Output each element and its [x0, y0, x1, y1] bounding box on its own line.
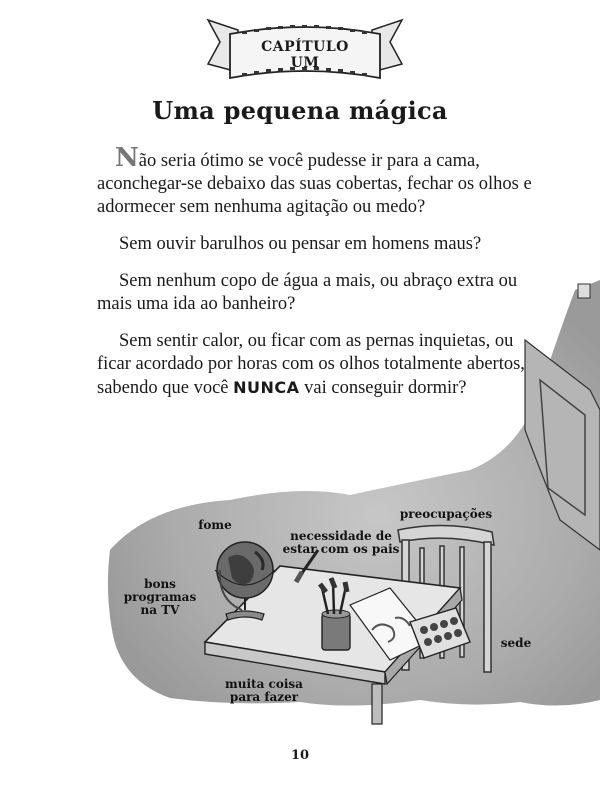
chapter-label: [200, 39, 410, 71]
paragraph-4-end: vai conseguir dormir?: [304, 378, 467, 398]
paragraph-2: Sem ouvir barulhos ou pensar em homens maus?: [119, 234, 482, 254]
label-bons-programas: [120, 578, 200, 617]
paragraph-1: [97, 143, 537, 219]
label-muita-line-2: para fazer: [229, 690, 299, 704]
label-necessidade: [276, 530, 406, 556]
emphasis-nunca: NUNCA: [233, 378, 300, 397]
label-muita-coisa: [214, 678, 314, 704]
chapter-line-1: CAPÍTULO: [261, 39, 349, 55]
desk-scene-icon: [0, 270, 600, 740]
paragraph-3: Sem nenhum copo de água a mais, ou abraço extra ou mais uma ida ao banheiro?: [97, 271, 518, 314]
label-bons-line-2: programas: [123, 590, 197, 604]
label-fome: fome: [198, 518, 232, 532]
label-preocupacoes: preocupações: [399, 507, 493, 521]
paragraph-1-text: ão seria ótimo se você pudesse ir para a cama, aconchegar-se debaixo das suas cobertas, fechar os olhos e adormecer sem nenhuma agitação ou medo?: [97, 151, 532, 217]
label-necessidade-line-2: estar com os pais: [282, 542, 400, 556]
bedroom-illustration: [0, 270, 600, 740]
chapter-title: Uma pequena mágica: [152, 96, 448, 125]
chapter-banner: [200, 12, 410, 90]
label-bons-line-3: na TV: [140, 603, 180, 617]
drop-cap: N: [115, 143, 139, 173]
label-sede: sede: [500, 636, 532, 650]
paragraph-4-start: Sem sentir calor, ou ficar com as pernas inquietas, ou ficar acordado por horas com os olhos totalmente abertos, sabendo que você: [97, 331, 525, 398]
label-necessidade-line-1: necessidade de: [290, 529, 392, 543]
label-bons-line-1: bons: [144, 577, 176, 591]
chapter-line-2: UM: [290, 55, 320, 71]
page-number: 10: [290, 748, 310, 763]
label-muita-line-1: muita coisa: [225, 677, 303, 691]
